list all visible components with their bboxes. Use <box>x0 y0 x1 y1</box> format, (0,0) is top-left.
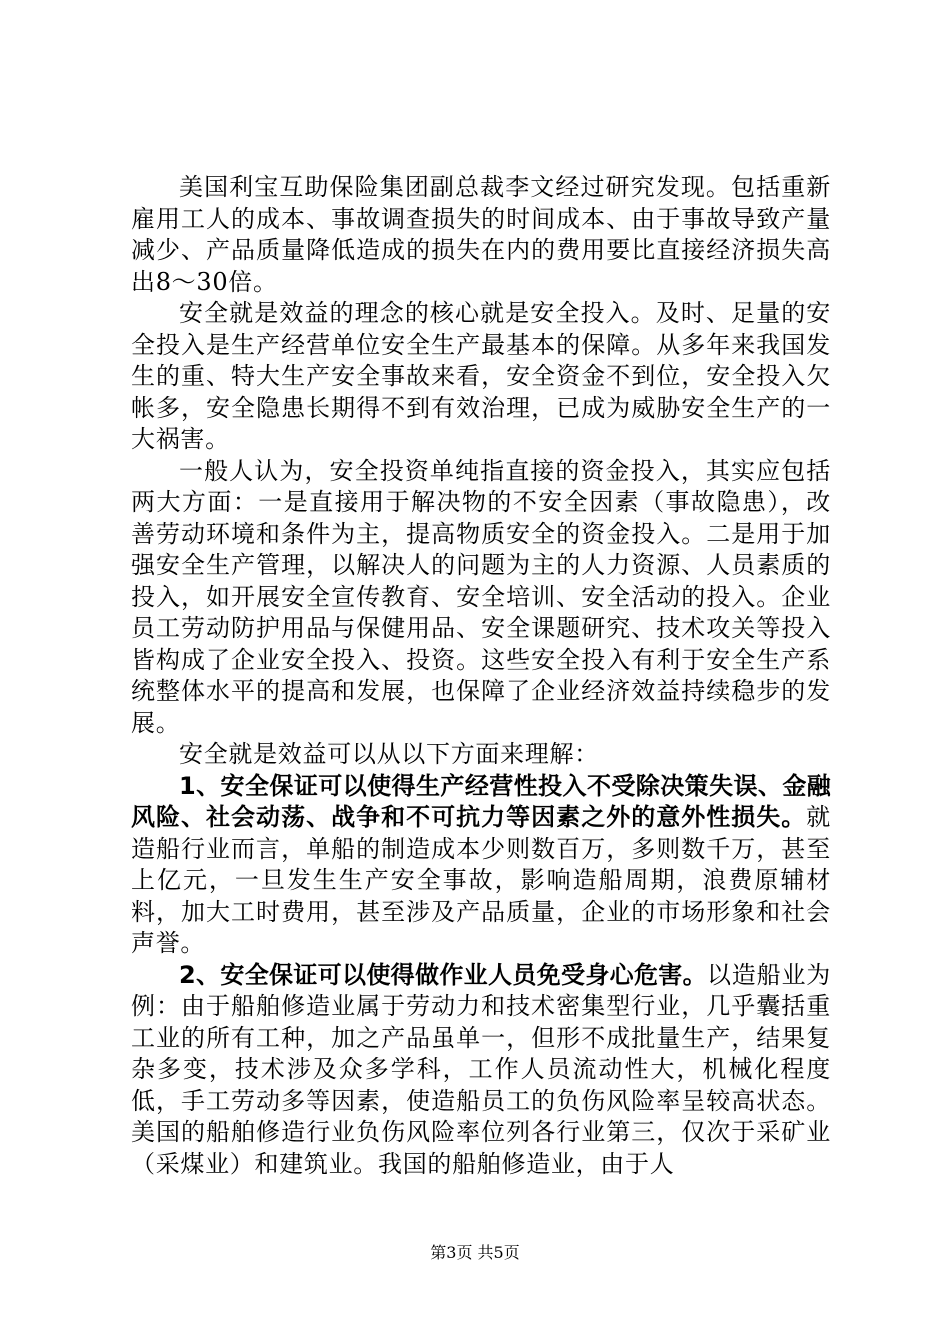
paragraph-3 <box>131 456 831 740</box>
page-footer <box>0 1240 950 1263</box>
paragraph-text: 一般人认为，安全投资单纯指直接的资金投入，其实应包括两大方面：一是直接用于解决物的不安全因素（事故隐患），改善劳动环境和条件为主，提高物质安全的资金投入。二是用于加强安全生产管理，以解决人的问题为主的人力资源、人员素质的投入，如开展安全宣传教育、安全培训、安全活动的投入。企业员工劳动防护用品与保健用品、安全课题研究、技术攻关等投入皆构成了企业安全投入、投资。这些安全投入有利于安全生产系统整体水平的提高和发展，也保障了企业经济效益持续稳步的发展。 <box>131 456 831 737</box>
document-body <box>131 172 831 1180</box>
paragraph-text: 就造船行业而言，单船的制造成本少则数百万，多则数千万，甚至上亿元，一旦发生生产安全事故，影响造船周期，浪费原辅材料，加大工时费用，甚至涉及产品质量，企业的市场形象和社会声誉。 <box>131 803 831 957</box>
paragraph-6 <box>131 960 831 1181</box>
page-number: 第3页 共5页 <box>430 1243 520 1262</box>
paragraph-heading: 2、安全保证可以使得做作业人员免受身心危害。 <box>179 960 707 989</box>
paragraph-text: 美国利宝互助保险集团副总裁李文经过研究发现。包括重新雇用工人的成本、事故调查损失的时间成本、由于事故导致产量减少、产品质量降低造成的损失在内的费用要比直接经济损失高出8～30倍。 <box>131 173 831 296</box>
paragraph-text: 安全就是效益可以从以下方面来理解： <box>179 740 599 768</box>
paragraph-1 <box>131 172 831 298</box>
paragraph-heading: 1、安全保证可以使得生产经营性投入不受除决策失误、金融风险、社会动荡、战争和不可抗力等因素之外的意外性损失。 <box>131 771 831 831</box>
paragraph-text: 安全就是效益的理念的核心就是安全投入。及时、足量的安全投入是生产经营单位安全生产最基本的保障。从多年来我国发生的重、特大生产安全事故来看，安全资金不到位，安全投入欠帐多，安全隐患长期得不到有效治理，已成为威胁安全生产的一大祸害。 <box>131 299 831 453</box>
paragraph-2 <box>131 298 831 456</box>
paragraph-5 <box>131 771 831 960</box>
paragraph-4 <box>131 739 831 771</box>
paragraph-text: 以造船业为例：由于船舶修造业属于劳动力和技术密集型行业，几乎囊括重工业的所有工种，加之产品虽单一，但形不成批量生产，结果复杂多变，技术涉及众多学科，工作人员流动性大，机械化程度低，手工劳动多等因素，使造船员工的负伤风险率呈较高状态。美国的船舶修造行业负伤风险率位列各行业第三，仅次于采矿业（采煤业）和建筑业。我国的船舶修造业，由于人 <box>131 960 831 1178</box>
